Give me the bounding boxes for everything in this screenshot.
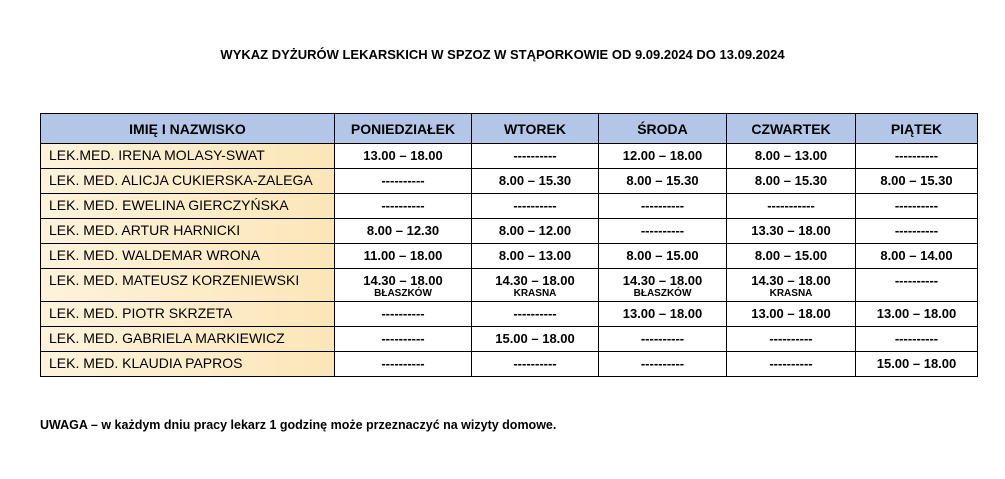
- duty-hours-cell: [472, 352, 599, 377]
- duty-hours-cell: [727, 352, 856, 377]
- duty-hours: 8.00 – 12.00: [498, 223, 572, 238]
- duty-hours: ----------: [640, 356, 685, 371]
- duty-hours: 13.30 – 18.00: [751, 223, 831, 238]
- duty-hours-cell: [727, 244, 856, 269]
- doctor-name: LEK. MED. WALDEMAR WRONA: [41, 244, 335, 269]
- duty-hours-cell: [856, 169, 978, 194]
- table-row: [41, 144, 978, 169]
- duty-hours-cell: [599, 194, 727, 219]
- doctor-name: LEK. MED. ARTUR HARNICKI: [41, 219, 335, 244]
- table-row: [41, 302, 978, 327]
- duty-hours: ----------: [513, 198, 557, 213]
- duty-hours-cell: [856, 302, 978, 327]
- duty-hours-cell: [856, 144, 978, 169]
- duty-hours-cell: [856, 194, 978, 219]
- duty-hours: 8.00 – 15.00: [754, 248, 828, 263]
- duty-hours: ----------: [381, 173, 425, 188]
- duty-hours: 8.00 – 15.30: [754, 173, 828, 188]
- duty-hours-cell: [335, 327, 472, 352]
- duty-hours: ----------: [894, 273, 939, 288]
- duty-hours: 15.00 – 18.00: [876, 356, 957, 371]
- duty-hours: 14.30 – 18.00: [622, 273, 703, 288]
- duty-hours: 15.00 – 18.00: [495, 331, 575, 346]
- duty-hours-cell: [335, 219, 472, 244]
- duty-hours-cell: [335, 144, 472, 169]
- duty-hours: 8.00 – 15.30: [880, 173, 953, 188]
- column-header: PONIEDZIAŁEK: [335, 114, 472, 144]
- duty-hours: ----------: [894, 331, 939, 346]
- duty-hours-cell: [599, 327, 727, 352]
- duty-hours: ----------: [381, 331, 425, 346]
- duty-hours-cell: [727, 219, 856, 244]
- duty-hours-cell: [856, 244, 978, 269]
- duty-hours: 14.30 – 18.00: [751, 273, 831, 288]
- duty-hours-cell: [599, 269, 727, 302]
- duty-hours: ----------: [381, 356, 425, 371]
- duty-hours: ----------: [640, 223, 685, 238]
- doctor-name: LEK. MED. MATEUSZ KORZENIEWSKI: [41, 269, 335, 302]
- note: UWAGA – w każdym dniu pracy lekarz 1 godzinę może przeznaczyć na wizyty domowe.: [40, 418, 557, 432]
- duty-hours: 14.30 – 18.00: [495, 273, 575, 288]
- duty-hours-cell: [856, 269, 978, 302]
- duty-hours-cell: [335, 302, 472, 327]
- duty-hours-cell: [472, 244, 599, 269]
- duty-hours: ----------: [381, 306, 425, 321]
- table-row: [41, 352, 978, 377]
- table-row: [41, 244, 978, 269]
- duty-hours: ----------: [640, 198, 685, 213]
- duty-hours: ----------: [894, 198, 939, 213]
- column-header: WTOREK: [472, 114, 599, 144]
- duty-hours: 8.00 – 15.30: [626, 173, 699, 188]
- duty-hours: ----------: [640, 331, 685, 346]
- duty-hours-cell: [599, 144, 727, 169]
- duty-hours: ----------: [381, 198, 425, 213]
- duty-hours-cell: [599, 302, 727, 327]
- duty-hours: 13.00 – 18.00: [363, 148, 443, 163]
- doctor-name: LEK.MED. IRENA MOLASY-SWAT: [41, 144, 335, 169]
- duty-hours-cell: [727, 144, 856, 169]
- table-row: [41, 194, 978, 219]
- duty-hours-cell: [472, 269, 599, 302]
- table-row: [41, 269, 978, 302]
- duty-hours: ----------: [894, 223, 939, 238]
- duty-hours: ----------: [894, 148, 939, 163]
- duty-hours-cell: [335, 352, 472, 377]
- table-row: [41, 219, 978, 244]
- duty-hours-cell: [472, 169, 599, 194]
- duty-hours: 13.00 – 18.00: [751, 306, 831, 321]
- duty-hours: 8.00 – 12.30: [366, 223, 440, 238]
- duty-location: BŁASZKÓW: [374, 288, 432, 299]
- duty-hours-cell: [472, 327, 599, 352]
- duty-hours-cell: [856, 219, 978, 244]
- column-header: CZWARTEK: [727, 114, 856, 144]
- table-row: [41, 327, 978, 352]
- doctor-name: LEK. MED. GABRIELA MARKIEWICZ: [41, 327, 335, 352]
- duty-hours: ----------: [769, 356, 813, 371]
- duty-hours-cell: [727, 269, 856, 302]
- schedule-table: [40, 113, 978, 377]
- column-header: PIĄTEK: [856, 114, 978, 144]
- duty-hours: ----------: [513, 356, 557, 371]
- table-row: [41, 169, 978, 194]
- duty-hours: -----------: [767, 198, 815, 213]
- duty-hours-cell: [727, 302, 856, 327]
- column-header: ŚRODA: [599, 114, 727, 144]
- duty-hours-cell: [472, 302, 599, 327]
- duty-hours: 14.30 – 18.00: [363, 273, 443, 288]
- doctor-name: LEK. MED. PIOTR SKRZETA: [41, 302, 335, 327]
- duty-hours: 8.00 – 15.30: [498, 173, 572, 188]
- duty-hours-cell: [856, 327, 978, 352]
- duty-hours-cell: [599, 169, 727, 194]
- duty-hours-cell: [856, 352, 978, 377]
- duty-hours-cell: [727, 327, 856, 352]
- duty-hours: 8.00 – 14.00: [880, 248, 953, 263]
- header-row: [41, 114, 978, 144]
- doctor-name: LEK. MED. ALICJA CUKIERSKA-ZALEGA: [41, 169, 335, 194]
- duty-hours-cell: [727, 194, 856, 219]
- duty-hours: 8.00 – 15.00: [626, 248, 699, 263]
- duty-hours: ----------: [513, 148, 557, 163]
- duty-hours-cell: [472, 194, 599, 219]
- duty-hours: ----------: [513, 306, 557, 321]
- duty-hours-cell: [335, 244, 472, 269]
- duty-hours-cell: [727, 169, 856, 194]
- duty-location: KRASNA: [769, 288, 813, 299]
- duty-hours-cell: [599, 219, 727, 244]
- duty-hours-cell: [335, 194, 472, 219]
- duty-hours-cell: [472, 219, 599, 244]
- duty-hours: ----------: [769, 331, 813, 346]
- duty-hours: 11.00 – 18.00: [363, 248, 443, 263]
- doctor-name: LEK. MED. KLAUDIA PAPROS: [41, 352, 335, 377]
- duty-hours-cell: [472, 144, 599, 169]
- duty-hours: 13.00 – 18.00: [622, 306, 703, 321]
- duty-hours-cell: [599, 352, 727, 377]
- duty-hours: 8.00 – 13.00: [498, 248, 572, 263]
- duty-hours-cell: [599, 244, 727, 269]
- duty-hours: 13.00 – 18.00: [876, 306, 957, 321]
- page-title: WYKAZ DYŻURÓW LEKARSKICH W SPZOZ W STĄPORKOWIE OD 9.09.2024 DO 13.09.2024: [220, 47, 785, 62]
- duty-hours-cell: [335, 269, 472, 302]
- duty-location: KRASNA: [513, 288, 557, 299]
- duty-hours: 8.00 – 13.00: [754, 148, 828, 163]
- duty-hours-cell: [335, 169, 472, 194]
- duty-location: BŁASZKÓW: [633, 288, 692, 299]
- column-header: IMIĘ I NAZWISKO: [41, 114, 335, 144]
- doctor-name: LEK. MED. EWELINA GIERCZYŃSKA: [41, 194, 335, 219]
- duty-hours: 12.00 – 18.00: [622, 148, 703, 163]
